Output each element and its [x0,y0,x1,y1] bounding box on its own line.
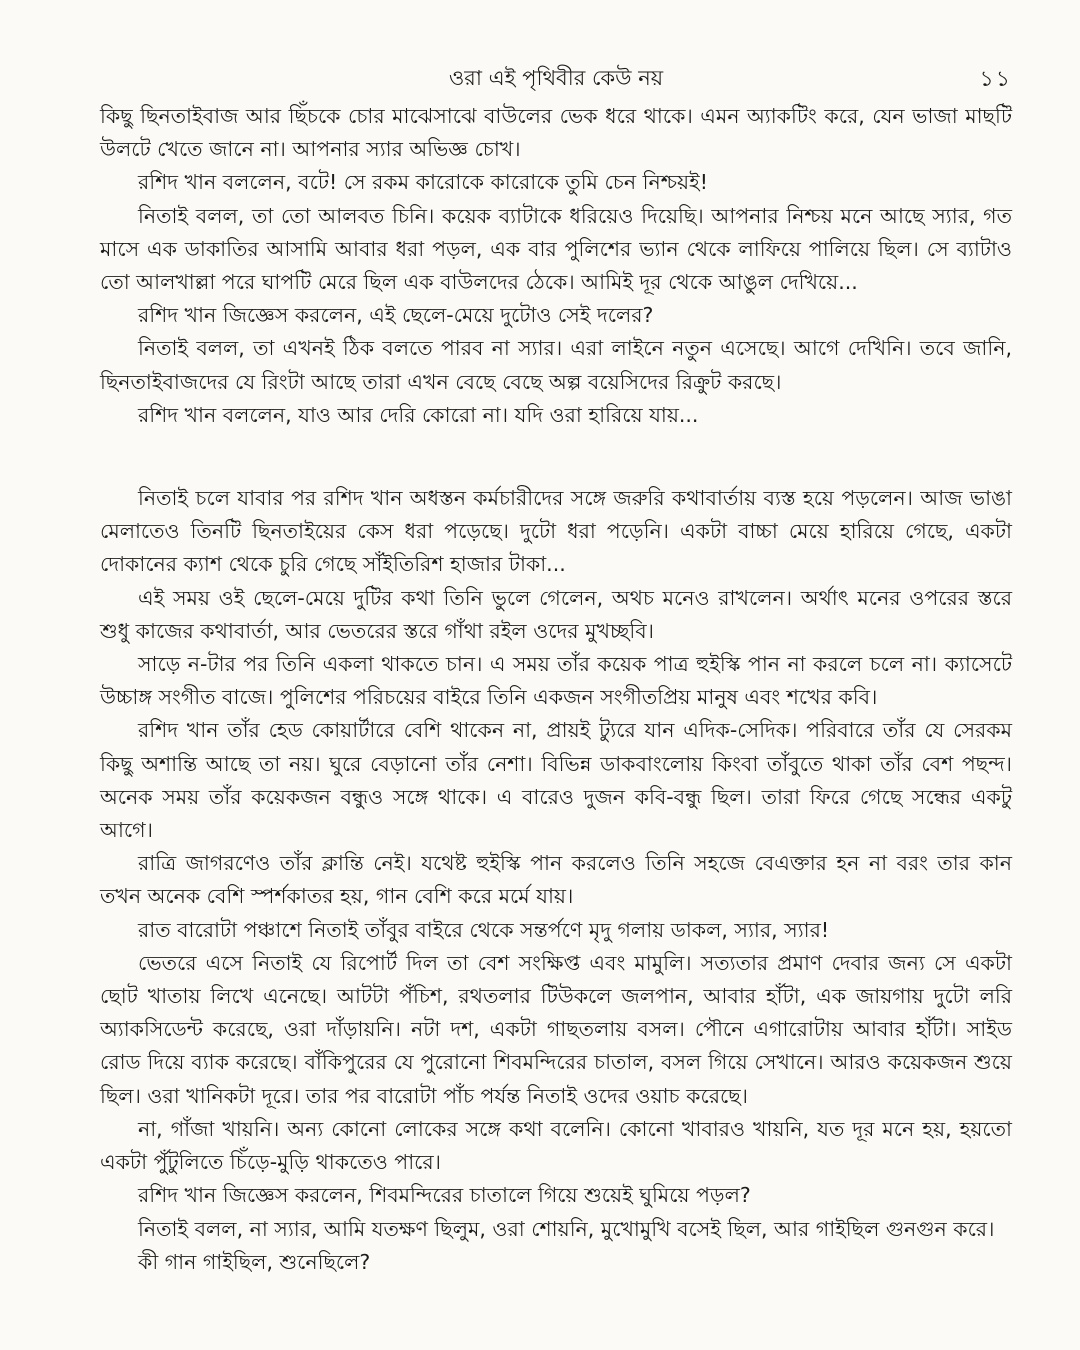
paragraph: রশিদ খান জিজ্ঞেস করলেন, এই ছেলে-মেয়ে দুটোও সেই দলের? [138,303,654,328]
paragraph: কী গান গাইছিল, শুনেছিলে? [138,1249,371,1274]
paragraph: রশিদ খান তাঁর হেড কোয়ার্টারে বেশি থাকেন না, প্রায়ই ট্যুরে যান এদিক-সেদিক। পরিবারে তাঁর যে সেরকম কিছু অশান্তি আছে তা নয়। ঘুরে বেড়ানো তাঁর নেশা। বিভিন্ন ডাকবাংলোয় কিংবা তাঁবুতে থাকা তাঁর বেশ পছন্দ। অনেক সময় তাঁর কয়েকজন বন্ধুও সঙ্গে থাকে। এ বারেও দুজন কবি-বন্ধু ছিল। তারা ফিরে গেছে সন্ধের একটু আগে। [100,718,1012,843]
running-title: ওরা এই পৃথিবীর কেউ নয় [448,66,664,90]
paragraph: রশিদ খান বললেন, যাও আর দেরি কোরো না। যদি ওরা হারিয়ে যায়... [138,402,699,427]
paragraph: কিছু ছিনতাইবাজ আর ছিঁচকে চোর মাঝেসাঝে বাউলের ভেক ধরে থাকে। এমন অ্যাকটিং করে, যেন ভাজা মাছটি উলটে খেতে জানে না। আপনার স্যার অভিজ্ঞ চোখ। [100,104,1012,162]
paragraph: রশিদ খান জিজ্ঞেস করলেন, শিবমন্দিরের চাতালে গিয়ে শুয়েই ঘুমিয়ে পড়ল? [138,1183,751,1208]
paragraph: নিতাই বলল, তা এখনই ঠিক বলতে পারব না স্যার। এরা লাইনে নতুন এসেছে। আগে দেখিনি। তবে জানি, ছিনতাইবাজদের যে রিংটা আছে তারা এখন বেছে বেছে অল্প বয়েসিদের রিক্রুট করছে। [100,336,1012,394]
paragraph: রশিদ খান বললেন, বটে! সে রকম কারোকে কারোকে তুমি চেন নিশ্চয়ই! [138,170,708,195]
paragraph: নিতাই চলে যাবার পর রশিদ খান অধস্তন কর্মচারীদের সঙ্গে জরুরি কথাবার্তায় ব্যস্ত হয়ে পড়লেন। আজ ভাঙা মেলাতেও তিনটি ছিনতাইয়ের কেস ধরা পড়েছে। দুটো ধরা পড়েনি। একটা বাচ্চা মেয়ে হারিয়ে গেছে, একটা দোকানের ক্যাশ থেকে চুরি গেছে সাঁইতিরিশ হাজার টাকা... [100,486,1012,577]
paragraph: এই সময় ওই ছেলে-মেয়ে দুটির কথা তিনি ভুলে গেলেন, অথচ মনেও রাখলেন। অর্থাৎ মনের ওপরের স্তরে শুধু কাজের কথাবার্তা, আর ভেতরের স্তরে গাঁথা রইল ওদের মুখচ্ছবি। [100,585,1012,643]
paragraph: সাড়ে ন-টার পর তিনি একলা থাকতে চান। এ সময় তাঁর কয়েক পাত্র হুইস্কি পান না করলে চলে না। ক্যাসেটে উচ্চাঙ্গ সংগীত বাজে। পুলিশের পরিচয়ের বাইরে তিনি একজন সংগীতপ্রিয় মানুষ এবং শখের কবি। [100,652,1012,710]
paragraph: রাত্রি জাগরণেও তাঁর ক্লান্তি নেই। যথেষ্ট হুইস্কি পান করলেও তিনি সহজে বেএক্তার হন না বরং তার কান তখন অনেক বেশি স্পর্শকাতর হয়, গান বেশি করে মর্মে যায়। [100,851,1012,909]
section-break [100,432,1012,482]
page-header [100,58,1012,98]
paragraph: না, গাঁজা খায়নি। অন্য কোনো লোকের সঙ্গে কথা বলেনি। কোনো খাবারও খায়নি, যত দূর মনে হয়, হয়তো একটা পুঁটুলিতে চিঁড়ে-মুড়ি থাকতেও পারে। [100,1116,1012,1175]
paragraph: ভেতরে এসে নিতাই যে রিপোর্ট দিল তা বেশ সংক্ষিপ্ত এবং মামুলি। সত্যতার প্রমাণ দেবার জন্য সে একটা ছোট খাতায় লিখে এনেছে। আটটা পঁচিশ, রথতলার টিউকলে জলপান, আবার হাঁটা, এক জায়গায় দুটো লরি অ্যাকসিডেন্ট করেছে, ওরা দাঁড়ায়নি। নটা দশ, একটা গাছতলায় বসল। পৌনে এগারোটায় আবার হাঁটা। সাইড রোড দিয়ে ব্যাক করেছে। বাঁকিপুরের যে পুরোনো শিবমন্দিরের চাতাল, বসল গিয়ে সেখানে। আরও কয়েকজন শুয়ে ছিল। ওরা খানিকটা দূরে। তার পর বারোটা পাঁচ পর্যন্ত নিতাই ওদের ওয়াচ করেছে। [100,950,1012,1108]
paragraph: নিতাই বলল, তা তো আলবত চিনি। কয়েক ব্যাটাকে ধরিয়েও দিয়েছি। আপনার নিশ্চয় মনে আছে স্যার, গত মাসে এক ডাকাতির আসামি আবার ধরা পড়ল, এক বার পুলিশের ভ্যান থেকে লাফিয়ে পালিয়ে ছিল। সে ব্যাটাও তো আলখাল্লা পরে ঘাপটি মেরে ছিল এক বাউলদের ঠেকে। আমিই দূর থেকে আঙুল দেখিয়ে... [100,203,1012,295]
paragraph: রাত বারোটা পঞ্চাশে নিতাই তাঁবুর বাইরে থেকে সন্তর্পণে মৃদু গলায় ডাকল, স্যার, স্যার! [138,917,830,942]
body-text [100,100,1012,1279]
page-number: ১১ [979,67,1012,92]
paragraph: নিতাই বলল, না স্যার, আমি যতক্ষণ ছিলুম, ওরা শোয়নি, মুখোমুখি বসেই ছিল, আর গাইছিল গুনগুন করে। [138,1216,995,1241]
